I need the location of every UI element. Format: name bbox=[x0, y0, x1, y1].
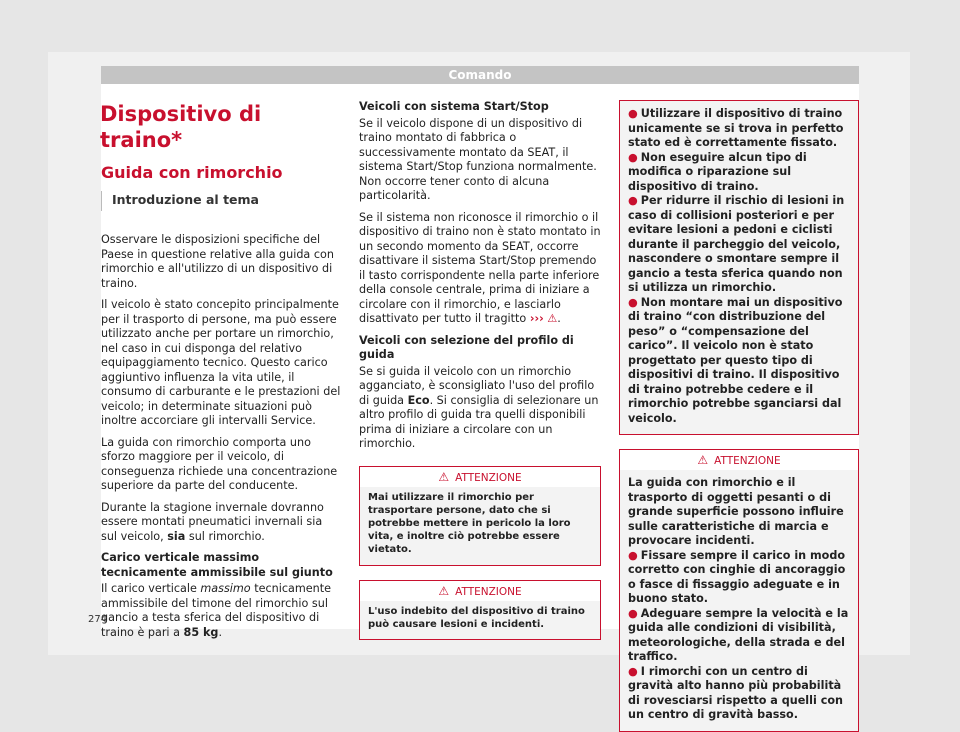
page-number: 274 bbox=[88, 614, 108, 625]
warning-item: ● Non eseguire alcun tipo di modifica o riparazione sul dispositivo di traino. bbox=[628, 150, 807, 193]
warning-item: ● Adeguare sempre la velocità e la guida alle condizioni di visibilità, meteorologiche, della strada e del traffico. bbox=[628, 606, 849, 663]
paragraph-load: Il carico verticale massimo tecnicamente ammissibile del timone del rimorchio sul gancio a testa sferica del dispositivo di traino è pari a 85 kg. bbox=[101, 582, 331, 639]
warning-box-continued bbox=[619, 100, 859, 435]
paragraph: Il veicolo è stato concepito principalmente per il trasporto di persone, ma può essere utilizzato anche per portare un rimorchio, nel caso in cui disponga del relativo equipaggiamento tecnico. Questo carico aggiuntivo influenza la vita utile, il consumo di carburante e le prestazioni del veicolo; in determinate situazioni può inoltre accorciare gli intervalli Service. bbox=[101, 298, 341, 427]
warning-item: ● Non montare mai un dispositivo di traino “con distribuzione del peso” o “compensazione del carico”. Il veicolo non è stato progettato per questo tipo di dispositivi di traino. Il dispositivo di traino potrebbe cedere e il rimorchio potrebbe sganciarsi dal veicolo. bbox=[628, 295, 843, 425]
column-3 bbox=[619, 84, 859, 732]
paragraph: Osservare le disposizioni specifiche del Paese in questione relative alla guida con rimorchio e all'utilizzo di un dispositivo di traino. bbox=[101, 233, 334, 290]
warning-item: ● Utilizzare il dispositivo di traino unicamente se si trova in perfetto stato ed è correttamente fissato. bbox=[628, 107, 844, 149]
section-title: Guida con rimorchio bbox=[101, 163, 283, 182]
paragraph: La guida con rimorchio comporta uno sforzo maggiore per il veicolo, di conseguenza richiede una concentrazione superiore da parte del conducente. bbox=[101, 435, 338, 492]
warning-intro: La guida con rimorchio e il trasporto di oggetti pesanti o di grande superficie possono influire sulle caratteristiche di marcia e provocare incidenti. bbox=[628, 476, 844, 547]
warning-item: ● I rimorchi con un centro di gravità alto hanno più probabilità di rovesciarsi rispetto a quelli con un centro di gravità basso. bbox=[628, 664, 843, 721]
page-title: Dispositivo di traino* bbox=[100, 102, 262, 152]
warning-icon: ⚠ bbox=[697, 453, 709, 467]
startstop-heading: Veicoli con sistema Start/Stop bbox=[359, 100, 549, 113]
subsection-marker bbox=[101, 191, 341, 211]
warning-icon: ⚠ bbox=[438, 583, 450, 598]
paragraph-winter: Durante la stagione invernale dovranno essere montati pneumatici invernali sia sul veicolo, sia sul rimorchio. bbox=[101, 500, 324, 543]
profile-heading: Veicoli con selezione del profilo di guida bbox=[359, 333, 574, 361]
subsection-title: Introduzione al tema bbox=[112, 192, 259, 207]
load-heading: Carico verticale massimo tecnicamente ammissibile sul giunto bbox=[101, 551, 333, 579]
warning-icon[interactable]: ⚠ bbox=[547, 312, 558, 325]
warning-item: ● Fissare sempre il carico in modo corretto con cinghie di ancoraggio o fasce di fissaggio adeguate e in buono stato. bbox=[628, 548, 846, 605]
cross-ref-arrows[interactable]: ››› bbox=[529, 312, 544, 325]
column-2 bbox=[359, 84, 601, 640]
warning-text: L'uso indebito del dispositivo di traino può causare lesioni e incidenti. bbox=[368, 605, 585, 630]
warning-label: ATTENZIONE bbox=[455, 585, 522, 598]
column-1 bbox=[101, 84, 341, 647]
warning-label: ATTENZIONE bbox=[455, 471, 522, 484]
paragraph: Se il veicolo dispone di un dispositivo di traino montato di fabbrica o successivamente montato da SEAT, il sistema Start/Stop funziona normalmente. Non occorre tener conto di alcuna particolarità. bbox=[359, 116, 597, 202]
paragraph-startstop: Se il sistema non riconosce il rimorchio o il dispositivo di traino non è stato montato in un secondo momento da SEAT, occorre disattivare il sistema Start/Stop premendo il tasto corrispondente nella parte inferiore della console centrale, prima di iniziare a circolare con il rimorchio, e lasciarlo disattivato per tutto il tragitto ››› ⚠. bbox=[359, 210, 601, 325]
page-content bbox=[100, 84, 859, 721]
warning-box bbox=[359, 580, 601, 640]
warning-label: ATTENZIONE bbox=[714, 455, 781, 467]
warning-box bbox=[619, 449, 859, 732]
warning-icon: ⚠ bbox=[438, 469, 450, 484]
chapter-header: Comando bbox=[101, 66, 859, 84]
paragraph-profile: Se si guida il veicolo con un rimorchio agganciato, è sconsigliato l'uso del profilo di guida Eco. Si consiglia di selezionare un altro profilo di guida tra quelli disponibili prima di iniziare a circolare con un rimorchio. bbox=[359, 364, 599, 450]
warning-text: Mai utilizzare il rimorchio per trasportare persone, dato che si potrebbe mettere in pericolo la loro vita, e inoltre ciò potrebbe essere vietato. bbox=[368, 491, 571, 556]
warning-box bbox=[359, 466, 601, 566]
warning-item: ● Per ridurre il rischio di lesioni in caso di collisioni posteriori e per evitare lesioni a pedoni e ciclisti durante il parcheggio del veicolo, nascondere o smontare sempre il gancio a testa sferica quando non si utilizza un rimorchio. bbox=[628, 194, 845, 294]
